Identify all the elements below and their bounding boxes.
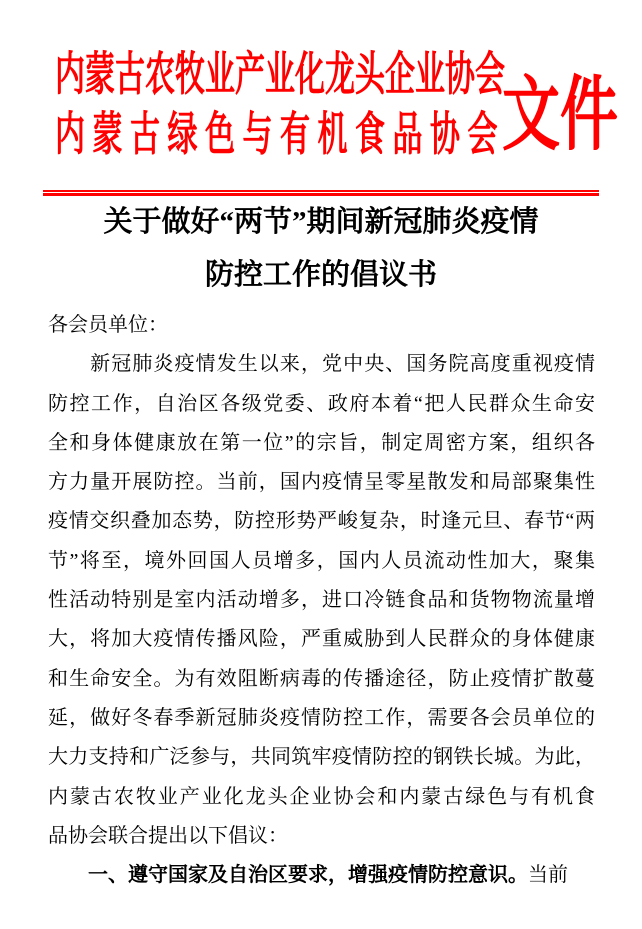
body-line: 全和身体健康放在第一位”的宗旨，制定周密方案，组织各 bbox=[48, 431, 595, 454]
letterhead-row1 bbox=[55, 46, 505, 106]
body-line: 大力支持和广泛参与，共同筑牢疫情防控的钢铁长城。为此， bbox=[48, 746, 595, 769]
salutation: 各会员单位： bbox=[48, 314, 168, 336]
org-name-line1: 内蒙古农牧业产业化龙头企业协会 bbox=[55, 49, 505, 101]
document-title-line1: 关于做好“两节”期间新冠肺炎疫情 bbox=[103, 206, 539, 238]
body-line: 大，将加大疫情传播风险，严重威胁到人民群众的身体健康 bbox=[48, 628, 595, 651]
initiative-item-1-text: 当前 bbox=[528, 864, 568, 887]
body-line: 节”将至，境外回国人员增多，国内人员流动性加大，聚集 bbox=[48, 549, 595, 572]
body-line: 品协会联合提出以下倡议： bbox=[48, 824, 288, 847]
initiative-item-1 bbox=[48, 856, 595, 895]
body-line: 内蒙古农牧业产业化龙头企业协会和内蒙古绿色与有机食 bbox=[48, 785, 595, 808]
doc-type-label-wrap bbox=[502, 69, 619, 161]
body-line: 延，做好冬春季新冠肺炎疫情防控工作，需要各会员单位的 bbox=[48, 706, 595, 729]
body-line: 和生命安全。为有效阻断病毒的传播途径，防止疫情扩散蔓 bbox=[48, 667, 595, 690]
body-line: 防控工作，自治区各级党委、政府本着“把人民群众生命安 bbox=[48, 392, 595, 415]
doc-type-label: 文件 bbox=[502, 69, 619, 161]
letterhead-row2 bbox=[55, 106, 505, 166]
document-title-line2: 防控工作的倡议书 bbox=[204, 259, 437, 291]
org-name-line2: 内蒙古绿色与有机食品协会 bbox=[55, 109, 505, 161]
document-title bbox=[0, 196, 642, 302]
body-line: 性活动特别是室内活动增多，进口冷链食品和货物物流量增 bbox=[48, 589, 595, 612]
body-line: 新冠肺炎疫情发生以来，党中央、国务院高度重视疫情 bbox=[48, 353, 595, 376]
body-line: 方力量开展防控。当前，国内疫情呈零星散发和局部聚集性 bbox=[48, 471, 595, 494]
letterhead bbox=[55, 46, 505, 166]
body-paragraph bbox=[48, 345, 595, 856]
initiative-item-1-heading: 一、遵守国家及自治区要求，增强疫情防控意识。 bbox=[88, 864, 528, 887]
body-line: 疫情交织叠加态势，防控形势严峻复杂，时逢元旦、春节“两 bbox=[48, 510, 595, 533]
document-body bbox=[48, 306, 595, 895]
